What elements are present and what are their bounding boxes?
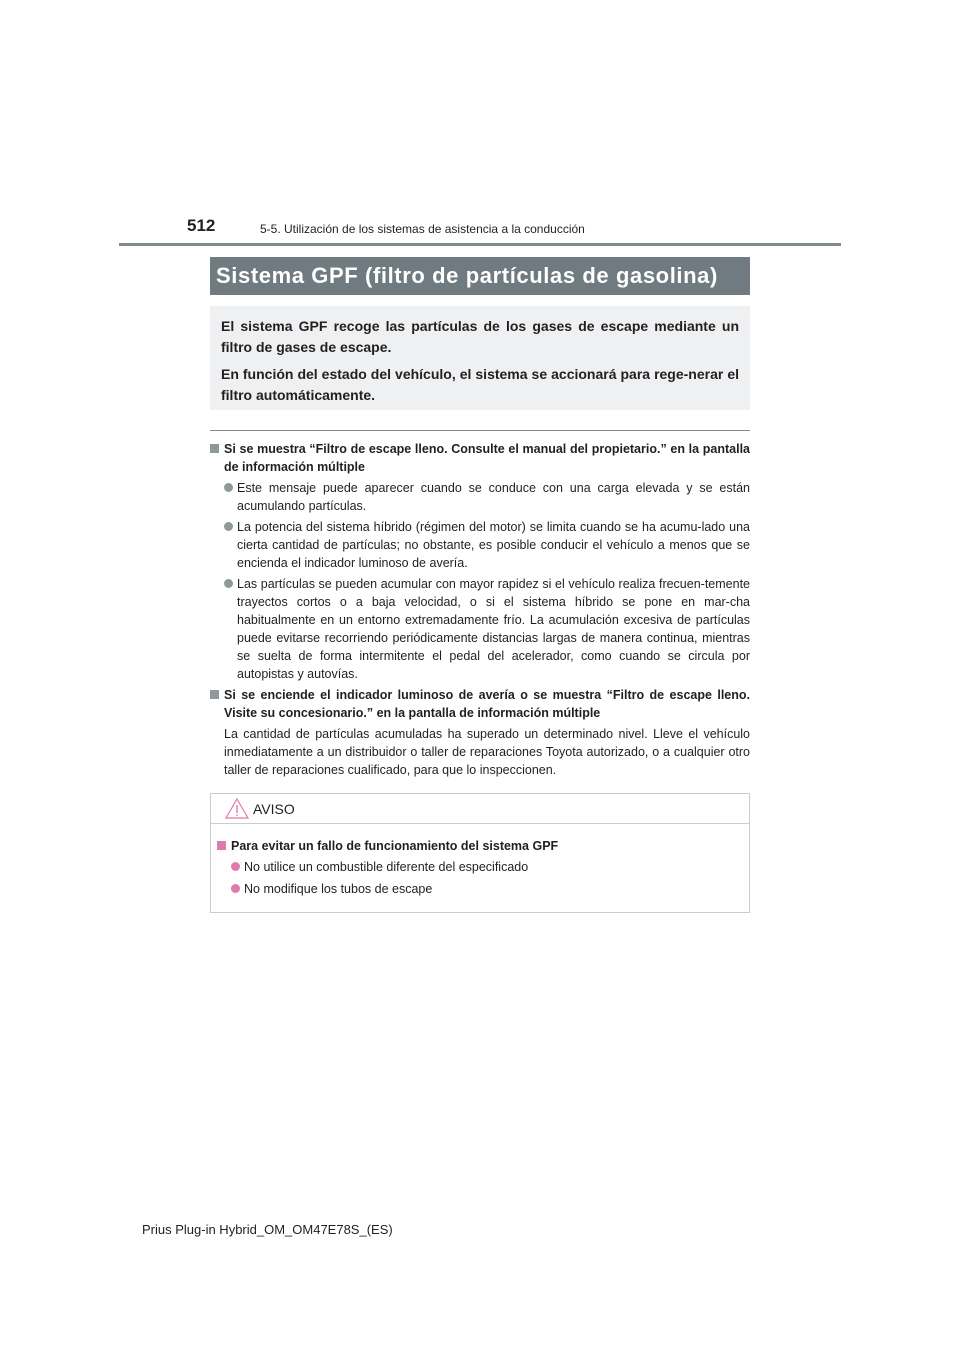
intro-box	[210, 306, 750, 410]
section-divider	[210, 430, 750, 431]
section-heading-text: Si se enciende el indicador luminoso de avería o se muestra “Filtro de escape lleno. Visite su concesionario.” en la pantalla de información múltiple	[224, 688, 750, 720]
section-header: 5-5. Utilización de los sistemas de asistencia a la conducción	[260, 222, 585, 236]
round-bullet-icon	[231, 862, 240, 871]
intro-paragraph-2: En función del estado del vehículo, el sistema se accionará para rege-nerar el filtro automáticamente.	[221, 366, 739, 403]
header-rule	[119, 243, 841, 246]
warning-label: AVISO	[253, 800, 295, 817]
footer-document-id: Prius Plug-in Hybrid_OM_OM47E78S_(ES)	[142, 1222, 393, 1237]
round-bullet-icon	[224, 483, 233, 492]
warning-body	[211, 824, 749, 898]
list-item-text: No modifique los tubos de escape	[244, 882, 433, 896]
round-bullet-icon	[224, 579, 233, 588]
warning-heading	[217, 837, 749, 855]
list-item	[217, 880, 749, 898]
list-item	[217, 858, 749, 876]
list-item	[210, 479, 750, 515]
square-bullet-icon	[210, 690, 219, 699]
intro-paragraph-1: El sistema GPF recoge las partículas de los gases de escape mediante un filtro de gases de escape.	[221, 318, 739, 355]
list-item-text: No utilice un combustible diferente del especificado	[244, 860, 529, 874]
section-malfunction-indicator	[210, 686, 750, 779]
list-item-text: La potencia del sistema híbrido (régimen del motor) se limita cuando se ha acumu-lado una cierta cantidad de partículas; no obstante, es posible conducir el vehículo a menos que se encienda el indicador luminoso de avería.	[237, 520, 750, 570]
round-bullet-icon	[224, 522, 233, 531]
warning-triangle-icon	[225, 798, 249, 819]
square-bullet-icon	[210, 444, 219, 453]
list-item-text: Las partículas se pueden acumular con mayor rapidez si el vehículo realiza frecuen-temente trayectos cortos o a baja velocidad, o si el sistema híbrido se pone en mar-cha habitualmente en un entorno extremadamente frío. La acumulación excesiva de partículas puede evitarse recorriendo periódicamente distancias largas de manera continua, mientras se suelta de forma intermitente el pedal del acelerador, como cuando se circula por autopistas y autovías.	[237, 577, 750, 681]
round-bullet-icon	[231, 884, 240, 893]
warning-header	[211, 794, 749, 824]
section-heading	[210, 686, 750, 722]
section-body-text: La cantidad de partículas acumuladas ha superado un determinado nivel. Lleve el vehículo inmediatamente a un distribuidor o taller de reparaciones Toyota autorizado, o a cualquier otro taller de reparaciones cualificado, para que lo inspeccionen.	[224, 727, 750, 777]
list-item-text: Este mensaje puede aparecer cuando se conduce con una carga elevada y se están acumulando partículas.	[237, 481, 750, 513]
list-item	[210, 518, 750, 572]
list-item	[210, 575, 750, 683]
main-content	[210, 440, 750, 782]
page-number: 512	[187, 216, 216, 235]
warning-heading-text: Para evitar un fallo de funcionamiento del sistema GPF	[231, 839, 559, 853]
page-title: Sistema GPF (filtro de partículas de gasolina)	[210, 257, 750, 295]
section-filter-full	[210, 440, 750, 683]
section-heading	[210, 440, 750, 476]
section-heading-text: Si se muestra “Filtro de escape lleno. Consulte el manual del propietario.” en la pantalla de información múltiple	[224, 442, 750, 474]
warning-box	[210, 793, 750, 913]
square-bullet-icon	[217, 841, 226, 850]
